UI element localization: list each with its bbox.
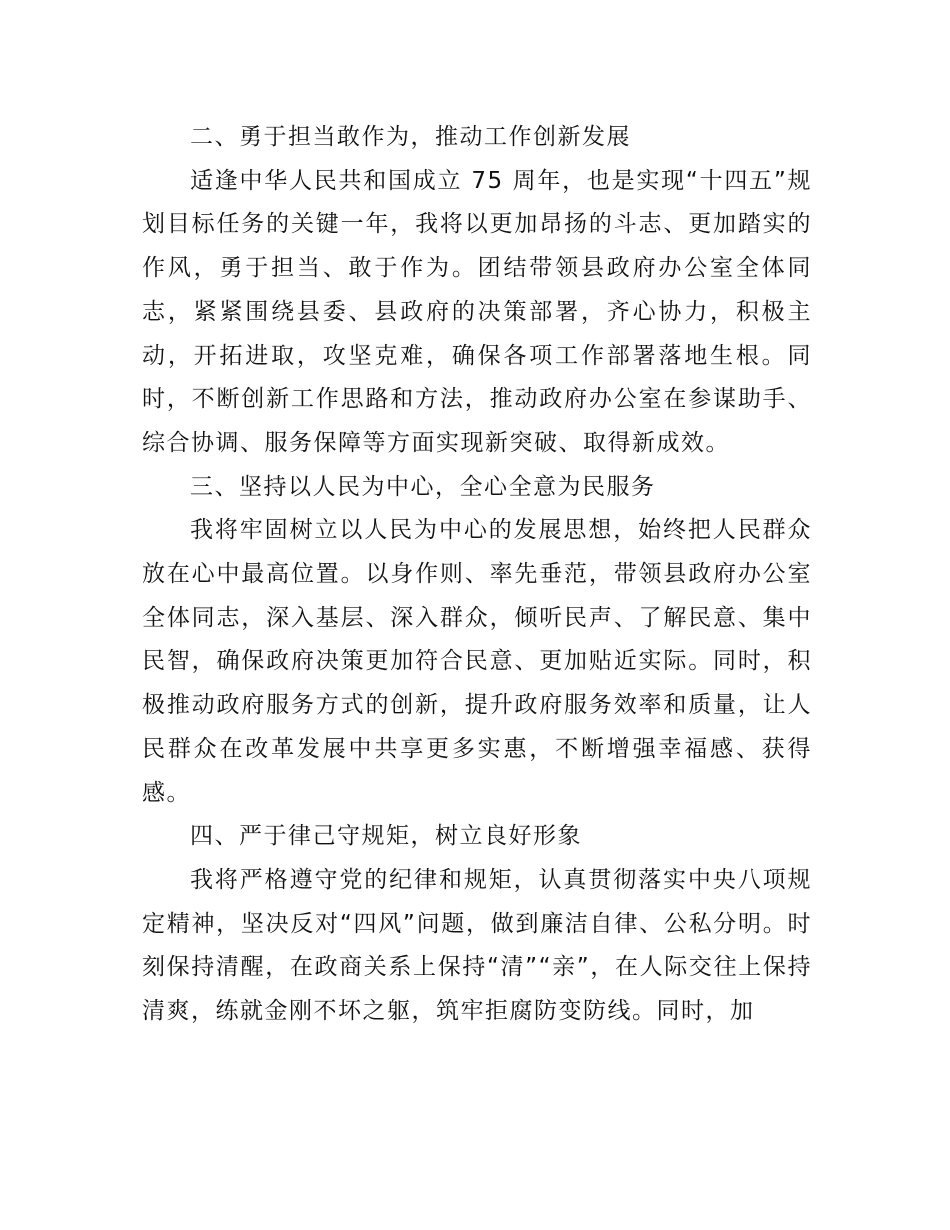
section-heading: 二、勇于担当敢作为，推动工作创新发展 <box>190 124 631 150</box>
section-heading: 四、严于律己守规矩，树立良好形象 <box>190 823 582 850</box>
section-paragraph: 我将牢固树立以人民为中心的发展思想，始终把人民群众放在心中最高位置。以身作则、率先垂范，带领县政府办公室全体同志，深入基层、深入群众，倾听民声、了解民意、集中民智，确保政府决策更加符合民意、更加贴近实际。同时，积极推动政府服务方式的创新，提升政府服务效率和质量，让人民群众在改革发展中共享更多实惠，不断增强幸福感、获得感。 <box>142 517 812 806</box>
section-heading: 三、坚持以人民为中心，全心全意为民服务 <box>190 473 656 500</box>
section-paragraph: 适逢中华人民共和国成立 75 周年，也是实现“十四五”规划目标任务的关键一年，我将以更加昂扬的斗志、更加踏实的作风，勇于担当、敢于作为。团结带领县政府办公室全体同志，紧紧围绕县委、县政府的决策部署，齐心协力，积极主动，开拓进取，攻坚克难，确保各项工作部署落地生根。同时，不断创新工作思路和方法，推动政府办公室在参谋助手、综合协调、服务保障等方面实现新突破、取得新成效。 <box>142 167 812 456</box>
section-paragraph: 我将严格遵守党的纪律和规矩，认真贯彻落实中央八项规定精神，坚决反对“四风”问题，做到廉洁自律、公私分明。时刻保持清醒，在政商关系上保持“清”“亲”，在人际交往上保持清爽，练就金刚不坏之躯，筑牢拒腐防变防线。同时，加 <box>142 866 812 1025</box>
document-body <box>142 116 812 1034</box>
